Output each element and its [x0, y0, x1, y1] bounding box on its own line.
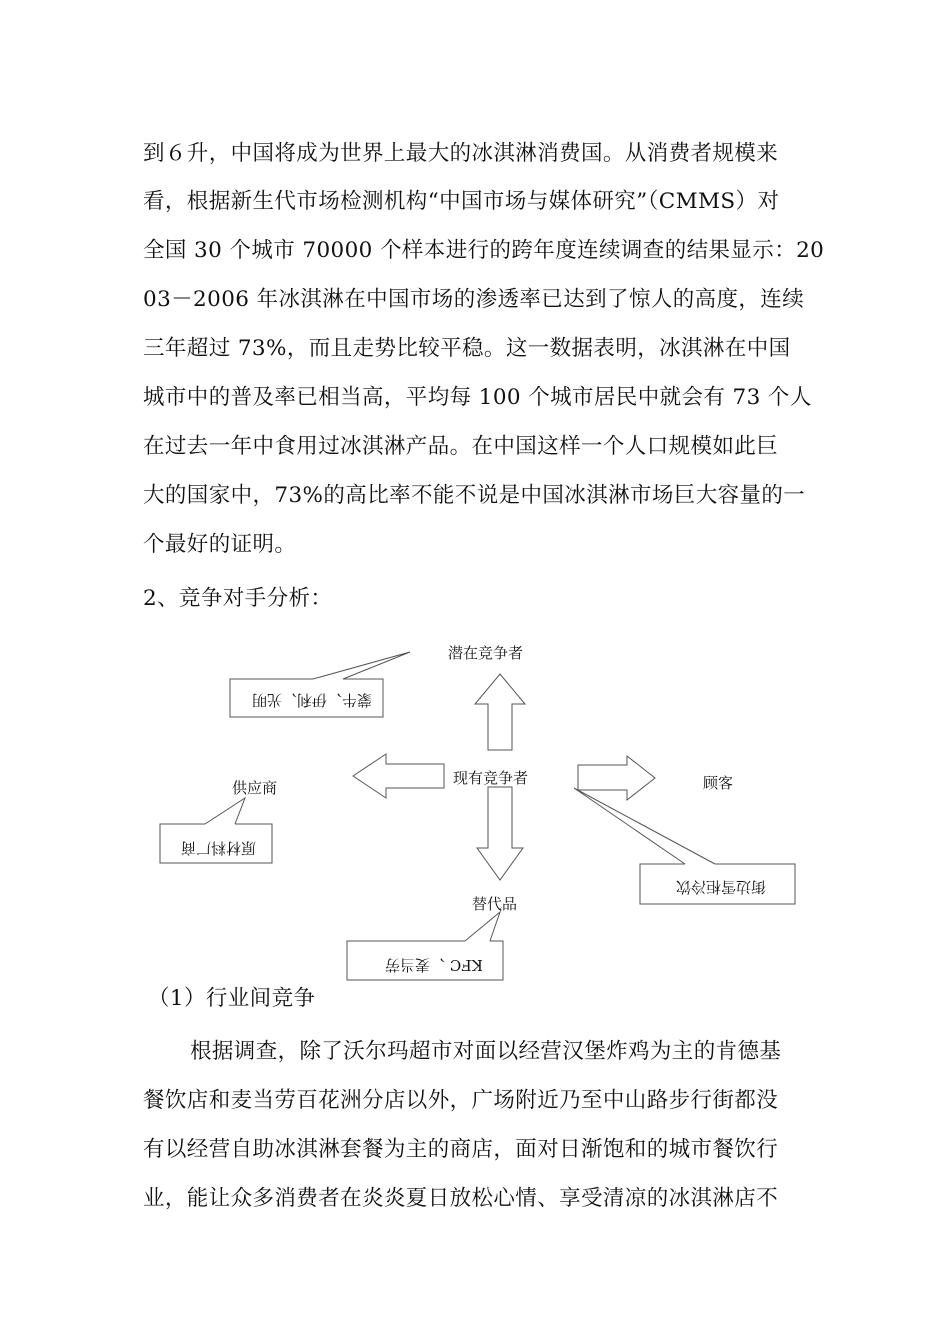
paragraph-line: 在过去一年中食用过冰淇淋产品。在中国这样一个人口规模如此巨	[143, 434, 779, 459]
arrow-down-icon	[477, 787, 523, 880]
paragraph-line: 大的国家中，73%的高比率不能不说是中国冰淇淋市场巨大容量的一	[143, 483, 806, 508]
callout-right-pointer	[574, 788, 715, 864]
label-customers: 顾客	[703, 774, 734, 792]
callout-right-text: 街边雪柜冷饮	[676, 878, 767, 896]
paragraph-line: 三年超过 73%，而且走势比较平稳。这一数据表明，冰淇淋在中国	[143, 336, 791, 361]
section-heading: 2、竞争对手分析：	[143, 586, 333, 611]
callout-left-pointer	[205, 798, 245, 824]
callout-top-text: 蒙牛、伊利、光明	[252, 691, 373, 709]
paragraph-line: 看，根据新生代市场检测机构“中国市场与媒体研究”（CMMS）对	[143, 189, 780, 214]
subsection-heading: （1）行业间竞争	[148, 986, 316, 1011]
arrow-left-icon	[353, 754, 444, 798]
callout-bottom-pointer	[465, 912, 500, 941]
paragraph-line: 业，能让众多消费者在炎炎夏日放松心情、享受清凉的冰淇淋店不	[143, 1186, 779, 1211]
label-potential-competitors: 潜在竞争者	[448, 644, 524, 662]
label-suppliers: 供应商	[232, 779, 278, 797]
label-substitutes: 替代品	[472, 895, 518, 913]
callout-top-pointer	[313, 652, 410, 679]
label-current-competitors: 现有竞争者	[453, 769, 529, 787]
callout-left-text: 原材料厂商	[181, 839, 257, 857]
paragraph-line: 城市中的普及率已相当高，平均每 100 个城市居民中就会有 73 个人	[143, 385, 812, 410]
paragraph-line: 到６升，中国将成为世界上最大的冰淇淋消费国。从消费者规模来	[143, 141, 779, 166]
paragraph-line: 有以经营自助冰淇淋套餐为主的商店，面对日渐饱和的城市餐饮行	[143, 1137, 779, 1162]
callout-bottom-text: KFC 、麦当劳	[385, 956, 483, 974]
paragraph-line: 全国 30 个城市 70000 个样本进行的跨年度连续调查的结果显示：20	[143, 238, 825, 263]
paragraph-line: 个最好的证明。	[143, 532, 297, 557]
paragraph-line: 根据调查，除了沃尔玛超市对面以经营汉堡炸鸡为主的肯德基	[190, 1039, 782, 1064]
arrow-up-icon	[475, 674, 525, 750]
arrow-right-icon	[578, 756, 655, 800]
paragraph-line: 03－2006 年冰淇淋在中国市场的渗透率已达到了惊人的高度，连续	[143, 287, 805, 312]
paragraph-line: 餐饮店和麦当劳百花洲分店以外，广场附近乃至中山路步行街都没	[143, 1088, 779, 1113]
